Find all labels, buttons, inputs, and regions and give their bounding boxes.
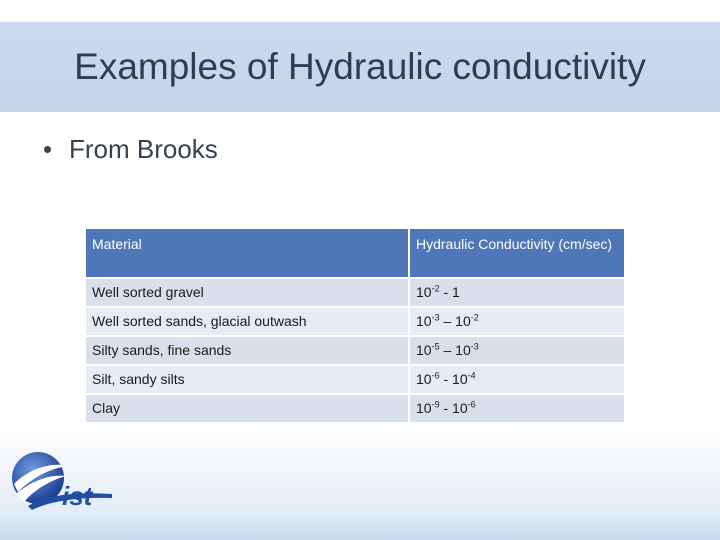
table-row (86, 395, 624, 422)
bullet-text: From Brooks (69, 134, 218, 164)
cell-conductivity: $10^{-9} - 10^{-6}$ (410, 395, 624, 422)
cell-material: Well sorted sands, glacial outwash (86, 308, 408, 335)
cell-conductivity: $10^{-5} - 10^{-3}$ (410, 337, 624, 364)
cell-material: Silt, sandy silts (86, 366, 408, 393)
table-row (86, 366, 624, 393)
conductivity-table (84, 227, 626, 424)
globe-swoosh-logo-icon (8, 448, 118, 518)
cell-material: Well sorted gravel (86, 279, 408, 306)
table-row (86, 279, 624, 306)
logo-text: ist (62, 481, 93, 511)
cell-conductivity: $10^{-6} - 10^{-4}$ (410, 366, 624, 393)
slide-title: Examples of Hydraulic conductivity (74, 46, 646, 87)
cell-material: Clay (86, 395, 408, 422)
header-material: Material (86, 229, 408, 277)
bullet-dot-icon (44, 146, 51, 153)
table-header-row (86, 229, 624, 277)
cell-material: Silty sands, fine sands (86, 337, 408, 364)
table-row (86, 337, 624, 364)
header-conductivity: Hydraulic Conductivity (cm/sec) (410, 229, 624, 277)
table-row (86, 308, 624, 335)
bullet-item (44, 134, 218, 165)
cell-conductivity: $10^{-2} - 1$ (410, 279, 624, 306)
cell-conductivity: $10^{-3} - 10^{-2}$ (410, 308, 624, 335)
